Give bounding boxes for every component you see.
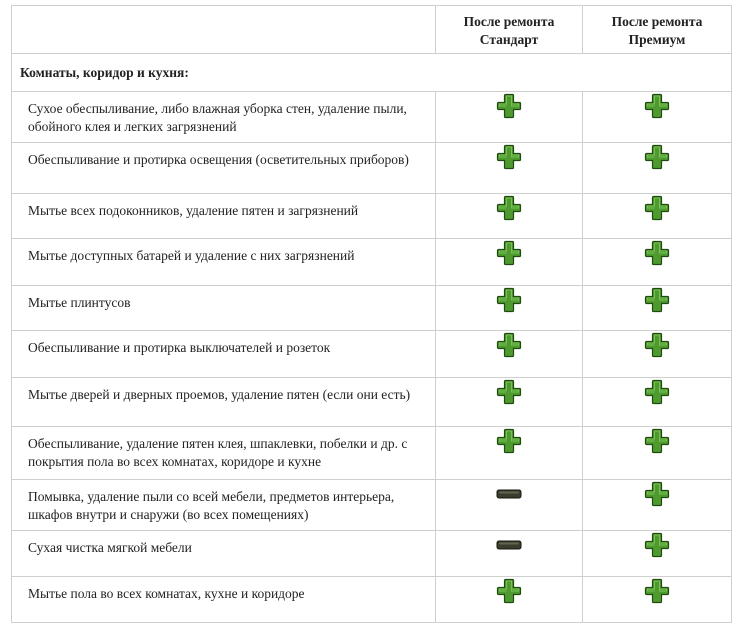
table-row [12,427,732,480]
table-row [12,239,732,286]
header-standard [436,6,583,54]
green-plus-icon [644,144,670,170]
service-description: Обеспыливание, удаление пятен клея, шпаклевки, побелки и др. с покрытия пола во всех комнатах, коридоре и кухне [12,427,436,480]
service-description: Мытье дверей и дверных проемов, удаление пятен (если они есть) [12,378,436,427]
services-table [11,5,732,623]
green-plus-icon [496,379,522,405]
premium-mark-cell [583,331,732,378]
service-description: Сухая чистка мягкой мебели [12,531,436,577]
standard-mark-cell [436,92,583,143]
green-plus-icon [496,195,522,221]
green-plus-icon [496,428,522,454]
service-description: Помывка, удаление пыли со всей мебели, предметов интерьера, шкафов внутри и снаружи (во всех помещениях) [12,480,436,531]
standard-mark-cell [436,480,583,531]
standard-mark-cell [436,331,583,378]
table-row [12,480,732,531]
green-plus-icon [644,287,670,313]
green-plus-icon [644,578,670,604]
dark-minus-icon [496,537,522,547]
header-standard-line1: После ремонта [463,14,555,29]
green-plus-icon [496,93,522,119]
header-row [12,6,732,54]
standard-mark-cell [436,239,583,286]
green-plus-icon [496,578,522,604]
table-row [12,194,732,239]
premium-mark-cell [583,194,732,239]
green-plus-icon [644,428,670,454]
section-title: Комнаты, коридор и кухня: [12,54,732,92]
service-description: Обеспыливание и протирка выключателей и розеток [12,331,436,378]
table-row [12,378,732,427]
standard-mark-cell [436,577,583,623]
service-description: Сухое обеспыливание, либо влажная уборка стен, удаление пыли, обойного клея и легких загрязнений [12,92,436,143]
header-empty-cell [12,6,436,54]
premium-mark-cell [583,239,732,286]
green-plus-icon [644,332,670,358]
dark-minus-icon [496,486,522,496]
header-standard-line2: Стандарт [479,32,539,47]
service-description: Мытье плинтусов [12,286,436,331]
service-description: Обеспыливание и протирка освещения (осветительных приборов) [12,143,436,194]
standard-mark-cell [436,194,583,239]
standard-mark-cell [436,143,583,194]
premium-mark-cell [583,577,732,623]
premium-mark-cell [583,427,732,480]
service-description: Мытье пола во всех комнатах, кухне и коридоре [12,577,436,623]
green-plus-icon [644,93,670,119]
premium-mark-cell [583,92,732,143]
table-row [12,92,732,143]
premium-mark-cell [583,143,732,194]
table-row [12,143,732,194]
green-plus-icon [496,287,522,313]
premium-mark-cell [583,480,732,531]
service-description: Мытье доступных батарей и удаление с них загрязнений [12,239,436,286]
table-row [12,331,732,378]
header-premium [583,6,732,54]
standard-mark-cell [436,378,583,427]
green-plus-icon [644,379,670,405]
service-description: Мытье всех подоконников, удаление пятен и загрязнений [12,194,436,239]
green-plus-icon [644,195,670,221]
green-plus-icon [644,532,670,558]
green-plus-icon [644,240,670,266]
table-row [12,577,732,623]
premium-mark-cell [583,378,732,427]
standard-mark-cell [436,531,583,577]
green-plus-icon [496,144,522,170]
header-premium-line2: Премиум [628,32,686,47]
standard-mark-cell [436,427,583,480]
premium-mark-cell [583,286,732,331]
green-plus-icon [644,481,670,507]
header-premium-line1: После ремонта [611,14,703,29]
standard-mark-cell [436,286,583,331]
table-row [12,286,732,331]
table-row [12,531,732,577]
section-row [12,54,732,92]
green-plus-icon [496,240,522,266]
premium-mark-cell [583,531,732,577]
green-plus-icon [496,332,522,358]
